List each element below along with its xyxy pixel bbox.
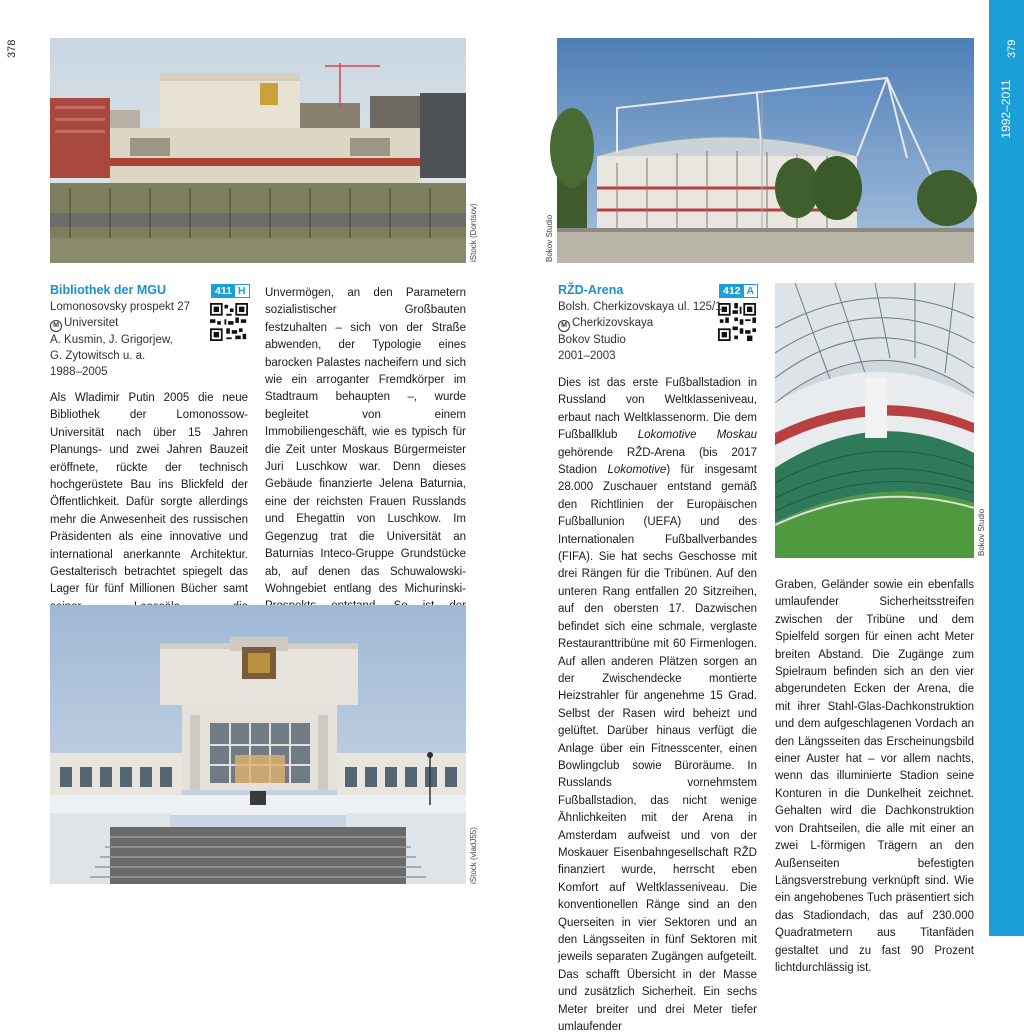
- entry-meta-412: [558, 299, 722, 364]
- metro-station-name: Universitet: [64, 317, 119, 329]
- entry-title-411: Bibliothek der MGU: [50, 283, 166, 297]
- metro-station: [558, 315, 722, 332]
- map-reference-badge-411: [211, 284, 250, 298]
- photo-credit-stadium-top: Bokov Studio: [545, 214, 554, 262]
- map-reference-badge-412: [719, 284, 758, 298]
- metro-station: [50, 315, 190, 332]
- stadium-exterior-photo: [557, 38, 974, 263]
- entry-meta-411: [50, 299, 190, 380]
- entry-title-412: RŽD-Arena: [558, 283, 624, 297]
- photo-credit-library-bottom: iStock (vladJ55): [469, 827, 478, 884]
- badge-number: 412: [720, 285, 744, 297]
- page-number-left: 378: [6, 39, 18, 58]
- page-number-right: 379: [1006, 39, 1018, 58]
- photo-credit-library-top: iStock (Dontsov): [469, 203, 478, 262]
- metro-m-icon: M: [558, 320, 570, 332]
- paragraph: [558, 375, 757, 1036]
- badge-zone: H: [235, 285, 249, 297]
- address: Bolsh. Cherkizovskaya ul. 125/1: [558, 301, 722, 313]
- chapter-sidebar: [989, 0, 1024, 936]
- architects-line-2: G. Zytowitsch u. a.: [50, 350, 146, 362]
- text-run: Dies ist das erste Fußballstadion in Russland von Weltklasseniveau, erbaut nach Weltklassenorm. Die dem Fußballklub: [558, 377, 757, 442]
- badge-zone: A: [744, 285, 758, 297]
- text-run: gehörende RŽD-Arena (bis 2017 Stadion: [558, 446, 757, 477]
- metro-m-icon: M: [50, 320, 62, 332]
- text-run: ) für insgesamt 28.000 Zuschauer entstand gemäß den Richtlinien der Europäischen Fußballunion (UEFA) und des Internationalen Fußballverbandes (FIFA). Sie hat sechs Geschosse mit drei Rängen für die Tribünen. Auf den unteren Rang entfallen 20 Sitzreihen, auf den obersten 17. Dazwischen befindet sich eine schmale, verglaste Restauranttribüne mit 60 Firmenlogen. Auf allen anderen Plätzen sorgen an der Zwischendecke montierte Heizstrahler für angenehme 15 Grad. Selbst der Rasen wird beheizt und gelüftet. Darüber hinaus verfügt die Anlage über ein Fitnesscenter, einen Bowlingclub sowie Büroräume. In Russlands vornehmstem Fußballstadion, das nicht wenige Ähnlichkeiten mit der Arena in Amsterdam aufweist und von der Moskauer Eisenbahngesellschaft RŽD finanziert wurde, herrscht eben Komfort auf Weltklasseniveau. Die konventionellen Ränge sind an den Querseiten in vier Sektoren und an den Längsseiten in fünf Sektoren mit jeweils separaten Zugängen aufgeteilt. Das schafft Übersicht in der Masse und zusätzlich Sicherheit. Ein sechs Meter breiter und drei Meter tiefer umlaufender: [558, 464, 757, 1034]
- library-aerial-photo: [50, 38, 466, 263]
- text-run-italic: Lokomotive: [607, 464, 667, 477]
- stadium-interior-photo: [775, 283, 974, 558]
- qr-code-icon[interactable]: [718, 303, 756, 341]
- chapter-era-label: 1992–2011: [999, 79, 1013, 139]
- text-run-italic: Lokomotive Moskau: [637, 429, 757, 442]
- paragraph: Graben, Geländer sowie ein ebenfalls umlaufender Sicherheitsstreifen zwischen der Tribüne und dem Spielfeld sorgen für einen acht Meter breiten Abstand. Die Zugänge zum Spielraum befinden sich an den vier abgerundeten Ecken der Arena, die mit ihrer Stahl-Glas-Dachkonstruktion und dem aufgeschlagenen Vordach an den Längsseiten das Erscheinungsbild einer Auster hat – vor allem nachts, wenn das illuminierte Stadion seine Konturen in die Dunkelheit zeichnet. Gehalten wird die Dachkonstruktion von Drahtseilen, die alle mit einer an zwei L-förmigen Trägern an den Außenseiten befestigten Längsverstrebung verknüpft sind. Wie ein angehobenes Tuch präsentiert sich das Stadiondach, das auf 230.000 Quadratmetern aus Titanfäden gestaltet und zu fast 90 Prozent lichtdurchlässig ist.: [775, 579, 974, 974]
- text-column-412-2: [775, 577, 974, 977]
- paragraph: Unvermögen, an den Parametern sozialistischer Großbauten festzuhalten – sich von der Straße abwenden, der Typologie eines barocken Palastes nacheifern und sich wie ein arroganter Fremdkörper im Stadtraum behaupten –, wurde begleitet von einem Immobiliengeschäft, wie es typisch für die Zeit unter Moskaus Bürgermeister Juri Luschkow war. Denn dieses Gebäude finanzierte Jelena Baturnia, eine der reichsten Frauen Russlands und Ehegattin von Luschkow. Im Gegenzug trat die Universität an Baturnias Inteco-Gruppe Grundstücke ab, auf denen das Schuwalowski-Wohngebiet entlang des Michurinski-: [265, 287, 466, 595]
- text-column-412-1: [558, 375, 757, 1036]
- paragraph: Als Wladimir Putin 2005 die neue Bibliothek der Lomonossow-Universität nach über 15 Jahren Planungs- und zwei Jahren Bauzeit eröffnete, rückte der technisch hochgerüstete Bau ins Blickfeld der Öffentlichkeit. Dafür sorgte allerdings mehr die Anwesenheit des russischen Präsidenten als eine innovative und international anerkannte Architektur. Gestalterisch betrachtet spiegelt das Lager für fünf Millionen Bücher samt: [50, 392, 248, 596]
- metro-station-name: Cherkizovskaya: [572, 317, 654, 329]
- photo-credit-stadium-side: Bokov Studio: [977, 508, 986, 556]
- architects-line-1: A. Kusmin, J. Grigorjew,: [50, 334, 173, 346]
- architect: Bokov Studio: [558, 334, 626, 346]
- build-years: 1988–2005: [50, 366, 108, 378]
- badge-number: 411: [212, 285, 235, 297]
- library-front-photo: [50, 605, 466, 884]
- build-years: 2001–2003: [558, 350, 616, 362]
- address: Lomonosovsky prospekt 27: [50, 301, 190, 313]
- qr-code-icon[interactable]: [210, 303, 248, 341]
